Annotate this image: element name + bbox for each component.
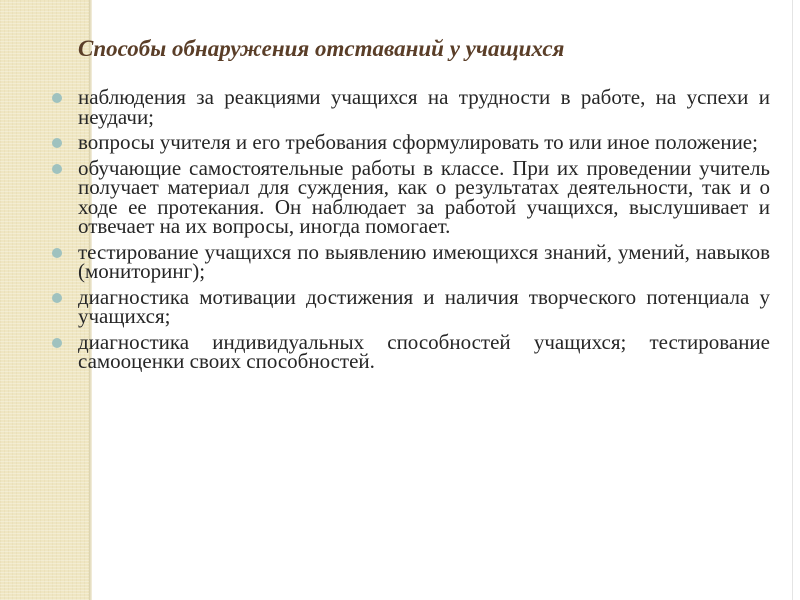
bullet-text: вопросы учителя и его требования сформулировать то или иное положение; (78, 130, 758, 154)
slide-right-border (792, 0, 793, 600)
bullet-text: диагностика индивидуальных способностей учащихся; тестирование самооценки своих способностей. (78, 329, 770, 373)
bullet-dot-icon (52, 138, 62, 148)
bullet-text: тестирование учащихся по выявлению имеющихся знаний, умений, навыков (мониторинг); (78, 239, 770, 283)
list-item (44, 130, 770, 154)
slide-title: Способы обнаружения отставаний у учащихся (78, 36, 565, 61)
bullet-text: наблюдения за реакциями учащихся на трудности в работе, на успехи и неудачи; (78, 85, 770, 129)
list-item (44, 155, 770, 238)
bullet-dot-icon (52, 248, 62, 258)
bullet-text: диагностика мотивации достижения и наличия творческого потенциала у учащихся; (78, 284, 770, 328)
list-item (44, 329, 770, 373)
bullet-list (44, 85, 770, 378)
bullet-dot-icon (52, 164, 62, 174)
bullet-dot-icon (52, 93, 62, 103)
list-item (44, 284, 770, 328)
bullet-dot-icon (52, 338, 62, 348)
bullet-dot-icon (52, 293, 62, 303)
bullet-text: обучающие самостоятельные работы в классе. При их проведении учитель получает материал для суждения, как о результатах деятельности, так и о ходе ее протекания. Он наблюдает за работой учащихся, выслушивает и отвечает на их вопросы, иногда помогает. (78, 155, 770, 238)
list-item (44, 85, 770, 129)
list-item (44, 239, 770, 283)
